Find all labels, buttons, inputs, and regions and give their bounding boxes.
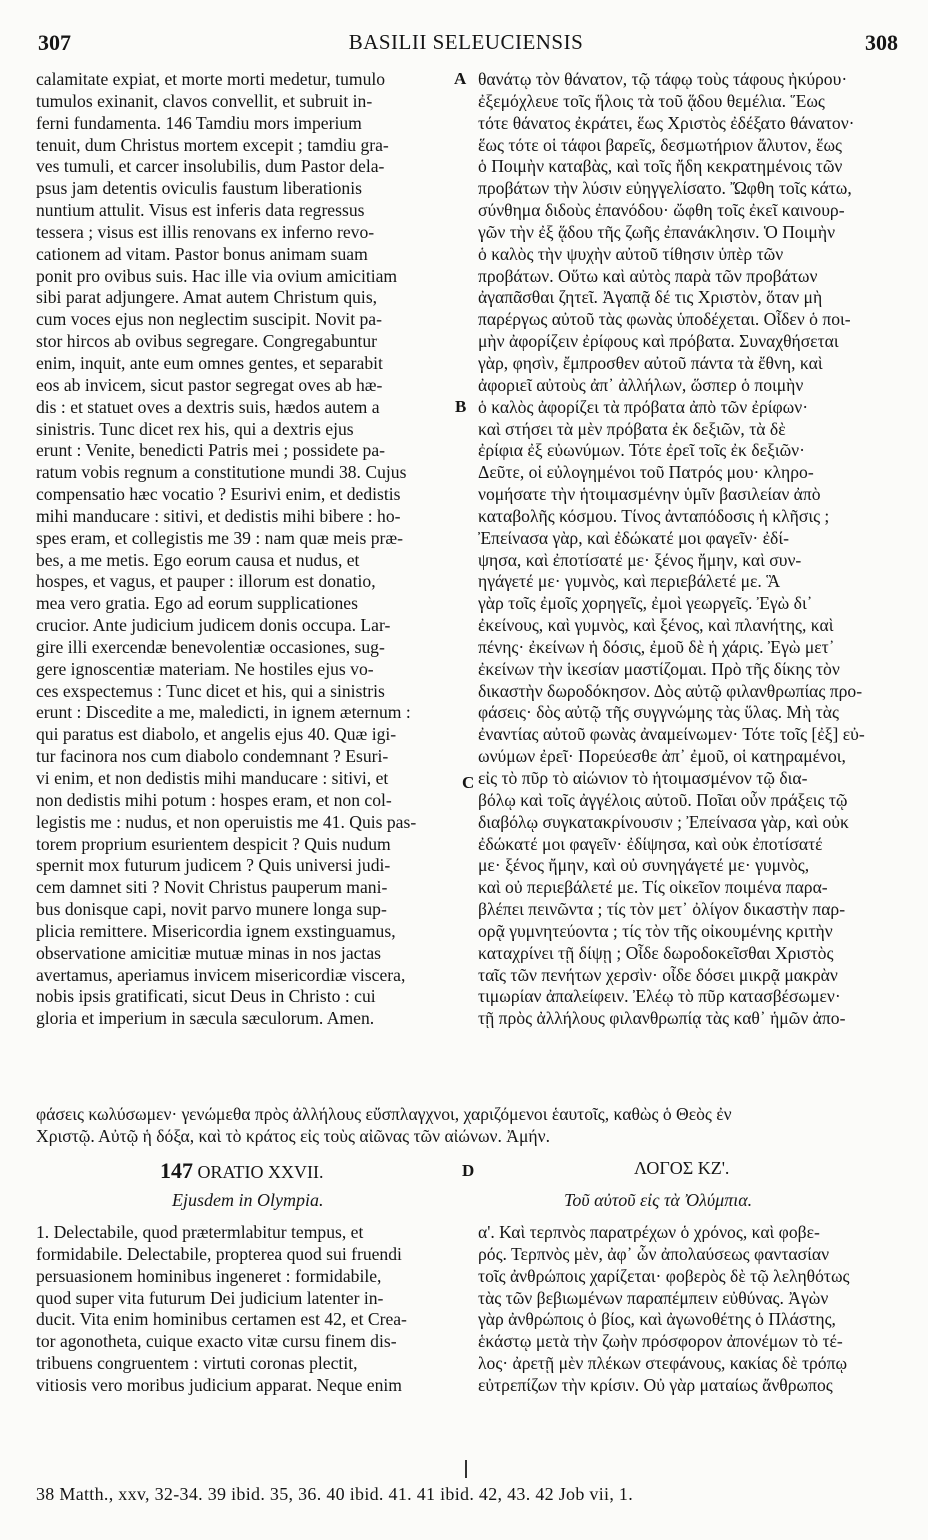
page-number-right: 308 — [865, 30, 898, 55]
greek-text-line: δικαστὴν δωροδόκησον. Δὸς αὐτῷ φιλανθρωπίας προ- — [478, 680, 863, 701]
running-title: BASILII SELEUCIENSIS — [348, 30, 584, 54]
latin-text-line: plicia remittere. Misericordia ignem exstinguamus, — [36, 920, 396, 941]
greek-text-line: ἀγαπᾶσθαι ζητεῖ. Ἀγαπᾷ δέ τις Χριστὸν, ὅταν μὴ — [478, 287, 823, 308]
full-width-line: Χριστῷ. Αὐτῷ ἡ δόξα, καὶ τὸ κράτος εἰς τοὺς αἰῶνας τῶν αἰώνων. Ἀμήν. — [36, 1126, 550, 1146]
greek-text-line: σύνθημα διδοὺς ἐπανόδου· ὤφθη τοῖς ἐκεῖ καινουρ- — [478, 200, 845, 221]
greek-text-line: τιμωρίαν ἀπαλείφειν. Ἐλέῳ τὸ πῦρ κατασβέσωμεν· — [478, 986, 841, 1007]
latin-text-line: avertamus, aperiamus invicem misericordiæ viscera, — [36, 964, 406, 985]
greek-text-line: ταῖς τῶν πενήτων χερσὶν· οἶδε δόσει μικρᾷ μακρὰν — [478, 964, 838, 985]
latin-text-line: enim, inquit, ante eum omnes gentes, et separabit — [36, 352, 383, 373]
latin-text-line: ferni fundamenta. 146 Tamdiu mors imperium — [36, 112, 362, 133]
greek-text-line: ὁ Ποιμὴν καταβὰς, καὶ τοῖς ἤδη κεκρατημένοις τῶν — [478, 156, 843, 177]
latin-text-line: erunt : Discedite a me, maledicti, in ignem æternum : — [36, 702, 411, 723]
section-marker-d: D — [462, 1161, 475, 1180]
latin-text-line: spernit mox futurum judicem ? Quis universi judi- — [36, 855, 391, 876]
greek-text-line: βλέπει πεινῶντα ; τίς τὸν μετ᾽ ὀλίγον δικαστὴν παρ- — [478, 899, 846, 920]
latin-oratio-line: 1. Delectabile, quod prætermlabitur tempus, et — [36, 1222, 364, 1242]
latin-text-line: ponit pro ovibus suis. Hac ille via ovium amicitiam — [36, 265, 398, 286]
latin-text-line: tumulos exinanit, clavos convellit, et subruit in- — [36, 90, 373, 111]
greek-text-line: καὶ οὐ περιεβάλετέ με. Τίς οἰκεῖον ποιμένα παρα- — [478, 877, 828, 898]
latin-oratio-column — [36, 1222, 450, 1397]
full-width-text — [36, 1103, 892, 1147]
latin-text-line: ces exspectemus : Tunc dicet et his, qui a sinistris — [36, 680, 385, 701]
latin-text-line: cum voces ejus non neglectim suscipit. Novit pa- — [36, 309, 382, 330]
greek-column — [478, 69, 892, 1030]
greek-text-line: ἐξεμόχλευε τοῖς ἥλοις τὰ τοῦ ᾅδου θεμέλια. Ἕως — [478, 90, 825, 111]
latin-text-line: erunt : Venite, benedicti Patris mei ; possidete pa- — [36, 440, 386, 461]
greek-text-line: προβάτων. Οὕτω καὶ αὐτὸς παρὰ τῶν προβάτων — [478, 265, 818, 286]
latin-text-line: mea vero gratia. Ego ad eorum supplicationes — [36, 593, 358, 614]
latin-text-line: spes eram, et collegistis me 39 : nam quæ meis præ- — [36, 527, 403, 548]
greek-text-line: καταχρίνει τῇ δίψῃ ; Οἶδε δωροδοκεῖσθαι Χριστὸς — [478, 942, 834, 963]
latin-oratio-line: formidabile. Delectabile, propterea quod sui fruendi — [36, 1243, 402, 1264]
greek-text-line: θανάτῳ τὸν θάνατον, τῷ τάφῳ τοὺς τάφους ἠκύρου· — [478, 69, 848, 89]
greek-oratio-line: εὐτρεπίζων τὴν κρίσιν. Οὐ γὰρ ματαίως ἄνθρωπος — [478, 1374, 833, 1395]
greek-text-line: γὰρ, φησὶν, ἔμπροσθεν αὐτοῦ πάντα τὰ ἔθνη, καὶ — [478, 352, 823, 373]
greek-text-line: μὴν ἀφορίζειν ἐρίφους καὶ πρόβατα. Συναχθήσεται — [478, 331, 839, 352]
greek-text-line: εἰς τὸ πῦρ τὸ αἰώνιον τὸ ἡτοιμασμένον τῷ δια- — [478, 768, 808, 788]
latin-text-line: dis : et statuet oves a dextris suis, hædos autem a — [36, 396, 380, 417]
latin-text-line: bus donisque capi, novit parvo munere longa sup- — [36, 899, 387, 920]
page-number-left: 307 — [38, 30, 71, 55]
footnotes: 38 Matth., xxv, 32-34. 39 ibid. 35, 36. 40 ibid. 41. 41 ibid. 42, 43. 42 Job vii, 1. — [36, 1484, 634, 1504]
latin-text-line: legistis me : nudus, et non operuistis me 41. Quis pas- — [36, 811, 417, 832]
greek-oratio-line: λος· ἀρετῇ μὲν πλέκων στεφάνους, κακίας δὲ τρόπῳ — [478, 1353, 848, 1374]
greek-text-line: γῶν τὴν ἐξ ᾅδου τῆς ζωῆς ἐπανάκλησιν. Ὁ Ποιμὴν — [478, 221, 836, 242]
greek-text-line: ορᾷ γυμνητεύοντα ; τίς τὸν τῆς οἰκουμένης κριτὴν — [478, 920, 833, 941]
greek-text-line: βόλῳ καὶ τοῖς ἀγγέλοις αὐτοῦ. Ποῖαι οὖν πράξεις τῷ — [478, 789, 848, 810]
greek-text-line: τότε θάνατος ἐκράτει, ἕως Χριστὸς ἐδέξατο θάνατον· — [478, 112, 855, 133]
latin-text-line: non dedistis mihi potum : hospes eram, et non col- — [36, 789, 392, 810]
greek-text-line: τῇ πρὸς ἀλλήλους φιλανθρωπίᾳ τὰς καθ᾽ ἡμῶν ἀπο- — [478, 1008, 846, 1029]
latin-text-line: eos ab invicem, sicut pastor segregat oves ab hæ- — [36, 374, 383, 395]
latin-oratio-line: tribuens congruentem : virtuti coronas plectit, — [36, 1353, 358, 1374]
greek-oratio-line: τοῖς ἀνθρώποις χαρίζεται· φοβερὸς δὲ τῷ λεληθότως — [478, 1265, 850, 1286]
latin-text-line: vi enim, et non dedistis mihi manducare : sitivi, et — [36, 768, 389, 788]
oratio-latin-subtitle: Ejusdem in Olympia. — [172, 1190, 324, 1210]
greek-oratio-line: γὰρ ἀνθρώποις ὁ βίος, καὶ ἀγωνοθέτης ὁ Πλάστης, — [478, 1309, 836, 1330]
greek-text-line: με· ξένος ἤμην, καὶ οὐ συνηγάγετέ με· γυμνὸς, — [478, 855, 810, 876]
oratio-greek-title: ΛΟΓΟΣ ΚΖ'. — [634, 1158, 730, 1178]
greek-text-line: φάσεις· δὸς αὐτῷ τῆς συγγνώμης τὰς ὕλας. Μὴ τὰς — [478, 702, 839, 723]
latin-text-line: observatione amicitiæ mutuæ minas in nos jactas — [36, 942, 381, 963]
latin-text-line: qui paratus est diabolo, et angelis ejus 40. Quæ igi- — [36, 724, 397, 745]
oratio-latin-heading — [160, 1158, 323, 1184]
latin-text-line: mihi manducare : sitivi, et dedistis mihi bibere : ho- — [36, 505, 401, 526]
latin-text-line: sibi parat adjungere. Amat autem Christum quis, — [36, 287, 378, 308]
section-marker-c: C — [462, 773, 475, 792]
latin-text-line: sinistris. Tunc dicet rex his, qui a dextris ejus — [36, 418, 354, 439]
greek-text-line: καταβολῆς κόσμου. Τίνος ἀνταπόδοσις ἡ κλῆσις ; — [478, 505, 830, 526]
greek-oratio-line: ἑκάστῳ μετὰ τὴν ζωὴν πρόσφορον ἀπονέμων τὸ τέ- — [478, 1331, 843, 1352]
greek-oratio-line: ρός. Τερπνὸς μὲν, ἀφ᾽ ὧν ἀπολαύσεως φαντασίαν — [478, 1243, 830, 1264]
latin-text-line: calamitate expiat, et morte morti medetur, tumulo — [36, 69, 386, 89]
latin-text-line: tur facinora nos cum diabolo condemnant ? Esuri- — [36, 746, 389, 767]
latin-text-line: cationem ad vitam. Pastor bonus animam suam — [36, 243, 368, 264]
latin-column — [36, 69, 450, 1030]
latin-oratio-line: persuasionem hominibus ingeneret : formidabile, — [36, 1265, 382, 1286]
greek-text-line: ωνύμων ἐρεῖ· Πορεύεσθε ἀπ᾽ ἐμοῦ, οἱ κατηραμένοι, — [478, 746, 846, 767]
latin-text-line: compensatio hæc vocatio ? Esurivi enim, et dedistis — [36, 484, 401, 505]
latin-text-line: cem damnet siti ? Novit Christus pauperum mani- — [36, 877, 388, 898]
latin-oratio-line: vitiosis vero moribus judicium apparat. Neque enim — [36, 1374, 402, 1395]
greek-oratio-line: α'. Καὶ τερπνὸς παρατρέχων ὁ χρόνος, καὶ φοβε- — [478, 1222, 820, 1242]
section-marker-b: B — [455, 397, 467, 416]
greek-text-line: νομήσατε τὴν ἡτοιμασμένην ὑμῖν βασιλείαν ἀπὸ — [478, 484, 821, 505]
greek-text-line: Δεῦτε, οἱ εὐλογημένοι τοῦ Πατρός μου· κληρο- — [478, 462, 814, 483]
latin-text-line: gire illi exercendæ benevolentiæ occasiones, sug- — [36, 636, 385, 657]
greek-text-line: γὰρ τοῖς ἐμοῖς χορηγεῖς, ἐμοὶ γεωργεῖς. Ἐγὼ δι᾽ — [478, 593, 813, 614]
latin-text-line: bes, a me metis. Ego eorum causa et nudus, et — [36, 549, 360, 570]
greek-text-line: ἀφοριεῖ αὐτοὺς ἀπ᾽ ἀλλήλων, ὥσπερ ὁ ποιμὴν — [478, 374, 804, 395]
greek-text-line: προβάτων τὴν λύσιν εὐηγγελίσατο. Ὤφθη τοῖς κάτω, — [478, 178, 852, 199]
greek-text-line: ἕως τότε οἱ τάφοι βαρεῖς, δεσμωτήριον ἄλυτον, ἕως — [478, 134, 842, 155]
greek-text-line: Ἐπείνασα γὰρ, καὶ ἐδώκατέ μοι φαγεῖν· ἐδί- — [478, 527, 789, 548]
full-width-line: φάσεις κωλύσωμεν· γενώμεθα πρὸς ἀλλήλους εὔσπλαγχνοι, χαριζόμενοι ἑαυτοῖς, καθὼς ὁ Θεὸς ἐν — [36, 1104, 732, 1124]
latin-text-line: hospes, et vagus, et pauper : illorum est donatio, — [36, 571, 376, 592]
section-marker-a: A — [454, 69, 467, 88]
greek-text-line: παρέργως αὐτοῦ τὰς φωνὰς ὑποδέχεται. Οἶδεν ὁ ποι- — [478, 309, 851, 330]
latin-text-line: gloria et imperium in sæcula sæculorum. Amen. — [36, 1008, 375, 1029]
greek-oratio-column — [478, 1222, 892, 1397]
latin-text-line: ves tumuli, et carcer insolubilis, dum Pastor dela- — [36, 156, 385, 177]
greek-text-line: ηγάγετέ με· γυμνὸς, καὶ περιεβάλετέ με. Ἃ — [478, 571, 781, 592]
greek-text-line: ψησα, καὶ ἐποτίσατέ με· ξένος ἤμην, καὶ συν- — [478, 549, 802, 570]
oratio-number: 147 — [160, 1158, 193, 1183]
greek-text-line: πένης· ἐκείνων ἡ δόσις, ἐμοῦ δὲ ἡ χάρις. Ἐγὼ μετ᾽ — [478, 636, 835, 657]
column-divider — [465, 1460, 467, 1478]
latin-text-line: torem proprium esurientem despicit ? Quis nudum — [36, 833, 391, 854]
greek-text-line: καὶ στήσει τὰ μὲν πρόβατα ἐκ δεξιῶν, τὰ δὲ — [478, 418, 786, 439]
greek-text-line: ἐδώκατέ μοι φαγεῖν· ἐδίψησα, καὶ οὐκ ἐποτίσατέ — [478, 833, 823, 854]
latin-text-line: ratum vobis regnum a constitutione mundi 38. Cujus — [36, 462, 407, 483]
latin-oratio-line: quod super vita futurum Dei judicium latenter in- — [36, 1287, 384, 1308]
greek-text-line: ἐναντίας αὐτοῦ φωνὰς ἀναμείνωμεν· Τότε τοῖς [ἐξ] εὐ- — [478, 724, 865, 745]
latin-text-line: stor hircos ab ovibus segregare. Congregabuntur — [36, 331, 378, 352]
latin-text-line: tessera ; visus est illis renovans ex inferno revo- — [36, 221, 375, 242]
latin-text-line: crucior. Ante judicium judicem donis occupa. Lar- — [36, 615, 391, 636]
greek-oratio-line: τὰς τῶν βεβιωμένων παραπέμπειν εὐθύνας. Ἀγὼν — [478, 1287, 829, 1308]
latin-oratio-line: tor agonotheta, cuique exacto vitæ cursu finem dis- — [36, 1331, 397, 1352]
latin-text-line: gere ignoscentiæ materiam. Ne hostiles ejus vo- — [36, 658, 374, 679]
running-header — [34, 30, 898, 60]
greek-text-line: ἐκείνων τὴν ἱκεσίαν μαστίζομαι. Πρὸ τῆς δίκης τὸν — [478, 658, 840, 679]
greek-text-line: ἐρίφια ἐξ εὐωνύμων. Τότε ἐρεῖ τοῖς ἐκ δεξιῶν· — [478, 440, 805, 461]
greek-text-line: ἐκείνους, καὶ γυμνὸς, καὶ ξένος, καὶ πλανήτης, καὶ — [478, 615, 834, 636]
oratio-latin-title: ORATIO XXVII. — [197, 1162, 324, 1182]
greek-text-line: ὁ καλὸς τὴν ψυχὴν αὐτοῦ τίθησιν ὑπὲρ τῶν — [478, 243, 784, 264]
greek-text-line: διαβόλῳ συγκατακρίνουσιν ; Ἐπείνασα γὰρ, καὶ οὐκ — [478, 811, 849, 832]
greek-text-line: ὁ καλὸς ἀφορίζει τὰ πρόβατα ἀπὸ τῶν ἐρίφων· — [478, 396, 809, 417]
latin-text-line: nobis ipsis gratificati, sicut Deus in Christo : cui — [36, 986, 376, 1007]
latin-oratio-line: ducit. Vita enim hominibus certamen est 42, et Crea- — [36, 1309, 407, 1330]
latin-text-line: tenuit, dum Christus mortem excepit ; tamdiu gra- — [36, 134, 389, 155]
latin-text-line: nuntium attulit. Visus est inferis data regressus — [36, 200, 365, 221]
oratio-greek-subtitle: Τοῦ αὐτοῦ εἰς τὰ Ὀλύμπια. — [564, 1190, 753, 1210]
latin-text-line: psus jam detentis oviculis faustum liberationis — [36, 178, 362, 199]
